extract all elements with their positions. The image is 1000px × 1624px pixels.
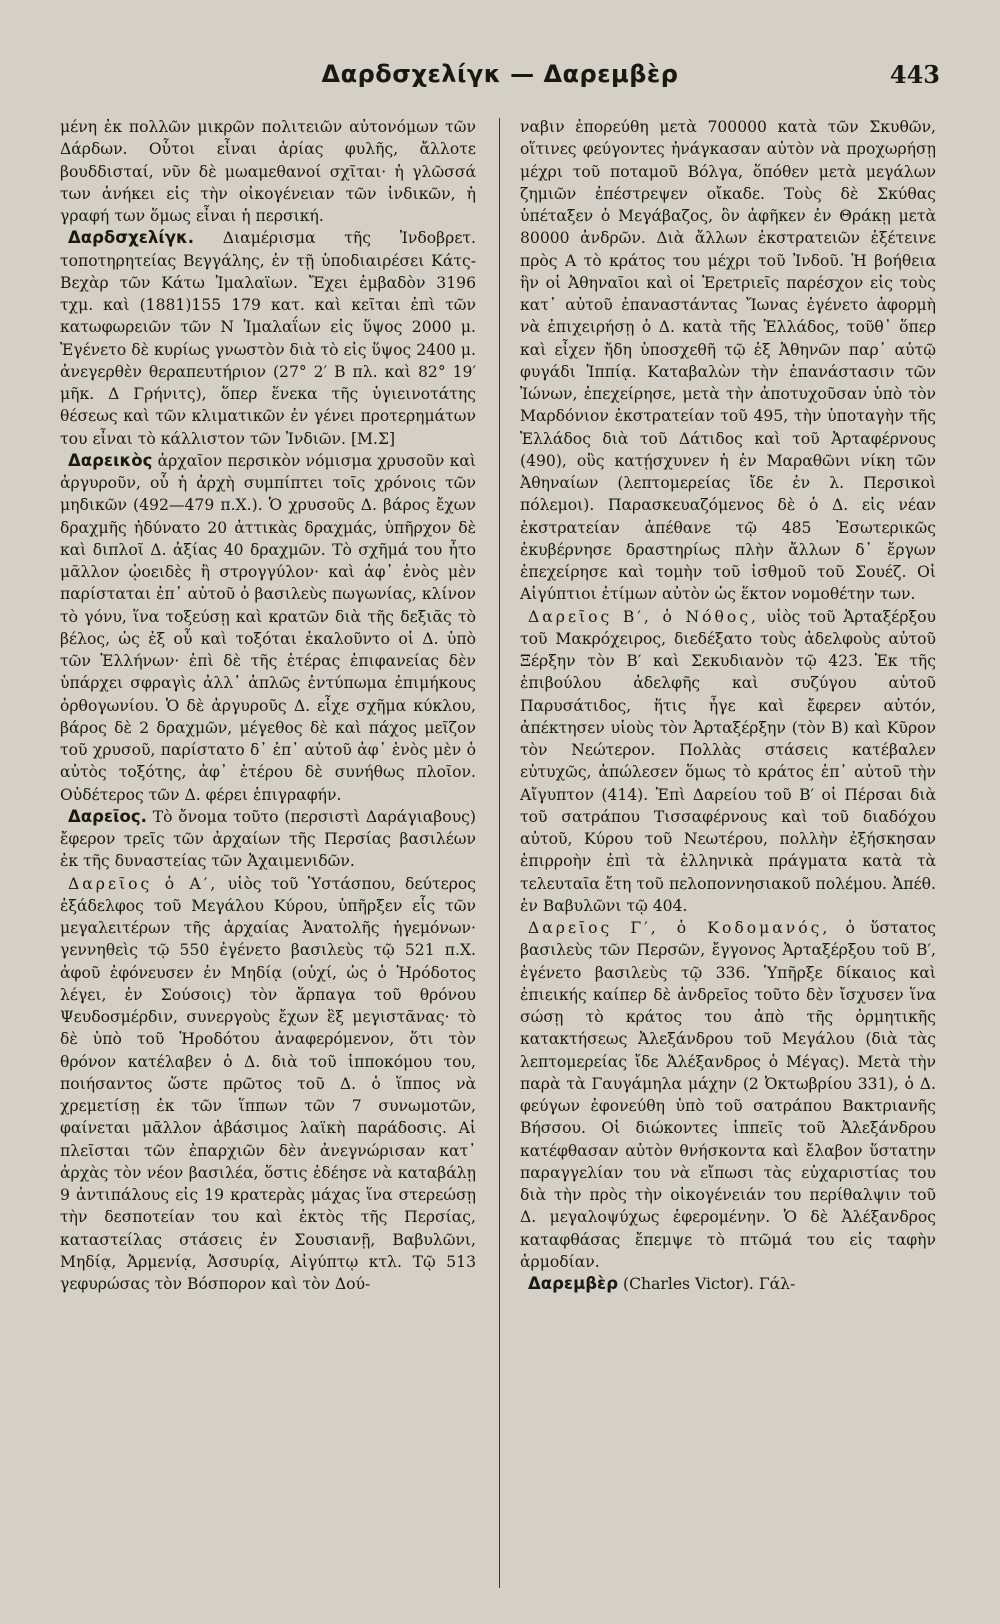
left-column [60,116,476,1596]
subentry-dareios-c [520,917,936,1273]
subentry-dareios-a-text: υἱὸς τοῦ Ὑστάσπου, δεύτερος ἐξάδελφος τοῦ Μεγάλου Κύρου, ὑπῆρξεν εἷς τῶν μεγαλειτέρων τῆς ἀρχαίας Ἀνατολῆς ἡγεμόνων· γεννηθεὶς τῷ 550 ἐγένετο βασιλεὺς τῷ 521 π.Χ. ἀφοῦ ἐφόνευσεν ἐν Μηδίᾳ (οὐχί, ὡς ὁ Ἡρόδοτος λέγει, ἐν Σούσοις) τὸν ἅρπαγα τοῦ θρόνου Ψευδοσμέρδιν, συνεργοὺς ἔχων ἓξ μεγιστᾶνας· τὸ δὲ ὑπὸ τοῦ Ἡροδότου ἀναφερόμενον, ὅτι τὸν θρόνον κατέλαβεν ὁ Δ. διὰ τοῦ ἱπποκόμου του, ποιήσαντος ὥστε πρῶτος τοῦ Δ. ὁ ἵππος νὰ χρεμετίσῃ ἐκ τῶν ἵππων τῶν 7 συνωμοτῶν, φαίνεται μᾶλλον ἀβάσιμος λαϊκὴ παράδοσις. Αἱ πλεῖσται τῶν ἐπαρχιῶν δὲν ἀνεγνώρισαν κατ᾽ ἀρχὰς τὸν νέον βασιλέα, ὅστις ἐδέησε νὰ καταβάλῃ 9 ἀντιπάλους εἰς 19 κρατερὰς μάχας ἵνα στερεώσῃ τὴν δεσποτείαν του καὶ ἐκτὸς τῆς Περσίας, καταστείλας στάσεις ἐν Σουσιανῇ, Βαβυλῶνι, Μηδίᾳ, Ἀρμενίᾳ, Ἀσσυρίᾳ, Αἰγύπτῳ κτλ. Τῷ 513 γεφυρώσας τὸν Βόσπορον καὶ τὸν Δού- [60,874,476,1293]
headword-dareikos: Δαρεικὸς [68,450,153,470]
subentry-dareios-a [60,873,476,1296]
paragraph-dareios-a-continuation: ναβιν ἐπορεύθη μετὰ 700000 κατὰ τῶν Σκυθῶν, οἵτινες φεύγοντες ἠνάγκασαν αὐτὸν νὰ προχωρήσῃ μέχρι τοῦ ποταμοῦ Βόλγα, ὅπόθεν μετὰ μεγάλων ζημιῶν ἐπέστρεψεν οἴκαδε. Τοὺς δὲ Σκύθας ὑπέταξεν ὁ Μεγάβαζος, ὃν ἀφῆκεν ἐν Θράκῃ μετὰ 80000 ἀνδρῶν. Διὰ ἄλλων ἐκστρατειῶν ἐξέτεινε πρὸς Α τὸ κράτος του μέχρι τοῦ Ἰνδοῦ. Ἡ βοήθεια ἣν οἱ Ἀθηναῖοι καὶ οἱ Ἐρετριεῖς παρέσχον εἰς τοὺς κατ᾽ αὐτοῦ ἐπαναστάντας Ἴωνας ἐγένετο ἀφορμὴ νὰ ἐπιχειρήσῃ ὁ Δ. κατὰ τῆς Ἑλλάδος, τοῦθ᾽ ὅπερ καὶ εἶχεν ἤδη ὑποσχεθῆ τῷ ἐξ Ἀθηνῶν παρ᾽ αὐτῷ φυγάδι Ἱππίᾳ. Καταβαλὼν τὴν ἐπανάστασιν τῶν Ἰώνων, ἐπεχείρησε, μετὰ τὴν ἀποτυχοῦσαν ὑπὸ τὸν Μαρδόνιον ἐκστρατείαν τοῦ 495, τὴν ὑποταγὴν τῆς Ἑλλάδος διὰ τοῦ Δάτιδος καὶ τοῦ Ἀρταφέρνους (490), οὓς κατῄσχυνεν ἡ ἐν Μαραθῶνι νίκη τῶν Ἀθηναίων (λεπτομερείας ἴδε ἐν λ. Περσικοὶ πόλεμοι). Παρασκευαζόμενος δὲ ὁ Δ. εἰς νέαν ἐκστρατείαν ἀπέθανε τῷ 485 Ἐσωτερικῶς ἐκυβέρνησε δραστηρίως πλὴν ἄλλων δ᾽ ἔργων ἐπεχείρησε καὶ τομὴν τοῦ ἰσθμοῦ τοῦ Σουέζ. Οἱ Αἰγύπτιοι ἐτίμων αὐτὸν ὡς ἕκτον νομοθέτην των. [520,118,936,604]
entry-dareios [60,806,476,873]
subentry-dareios-b [520,606,936,918]
subentry-dareios-a-name: Δαρεῖος ὁ Α′, [68,874,219,893]
column-divider [499,118,500,1588]
entry-darjeeling-text: Διαμέρισμα τῆς Ἰνδοβρετ. τοποτηρητείας Βεγγάλης, ἐν τῇ ὑποδιαιρέσει Κάτς-Βεχὰρ τῶν Κάτω Ἱμαλαϊων. Ἔχει ἐμβαδὸν 3196 τχμ. καὶ (1881)155 179 κατ. καὶ κεῖται ἐπὶ τῶν κατωφωρειῶν τῶν Ν Ἱμαλαΐων εἰς ὕψος 2000 μ. Ἐγένετο δὲ κυρίως γνωστὸν διὰ τὸ εἰς ὕψος 2400 μ. ἀνεγερθὲν θεραπευτήριον (27° 2′ Β πλ. καὶ 82° 19′ μῆκ. Δ Γρήνιτς), ὅπερ ἕνεκα τῆς ὑγιεινοτάτης θέσεως καὶ τῶν κλιματικῶν ἐν γένει προτερημάτων του εἶναι τὸ κάλλιστον τῶν Ἰνδιῶν. [Μ.Σ] [60,229,476,448]
headword-darjeeling: Δαρδσχελίγκ. [68,228,195,248]
headword-dareios: Δαρεῖος. [68,806,147,826]
entry-dareios-text: Τὸ ὄνομα τοῦτο (περσιστὶ Δαράγιαβους) ἔφερον τρεῖς τῶν ἀρχαίων τῆς Περσίας βασιλέων ἐκ τῆς δυναστείας τῶν Ἀχαιμενιδῶν. [60,807,476,871]
page-number: 443 [889,60,940,89]
headword-daremberg: Δαρεμβὲρ [528,1274,619,1293]
page-header [0,60,1000,100]
subentry-dareios-c-text: ὁ ὕστατος βασιλεὺς τῶν Περσῶν, ἔγγονος Ἀρταξέρξου τοῦ Β′, ἐγένετο βασιλεὺς τῷ 336. Ὑπῆρξε δίκαιος καὶ ἐπιεικής καίπερ δὲ ἀνδρεῖος τοῦτο δὲν ἴσχυσεν ἵνα σώσῃ τὸ κράτος του ἀπὸ τῆς ὁρμητικῆς κατακτήσεως Ἀλεξάνδρου τοῦ Μεγάλου (διὰ τὰς λεπτομερείας ἴδε Ἀλέξανδρος ὁ Μέγας). Μετὰ τὴν παρὰ τὰ Γαυγάμηλα μάχην (2 Ὀκτωβρίου 331), ὁ Δ. φεύγων ἐφονεύθη ὑπὸ τοῦ σατράπου Βακτριανῆς Βήσσου. Οἱ διώκοντες ἱππεῖς τοῦ Ἀλεξάνδρου κατέφθασαν αὐτὸν θνήσκοντα καὶ ἔλαβον ὕστατην παραγγελίαν του νὰ εἴπωσι τὰς εὐχαριστίας του διὰ τὴν πρὸς τὴν οἰκογένειάν του περίθαλψιν τοῦ Δ. μεγαλοψύχως ἐφερομένην. Ὁ δὲ Ἀλέξανδρος καταφθάσας ἔπεμψε τὸ πτῶμά του εἰς ταφὴν ἁρμοδίαν. [520,919,936,1271]
right-column [520,116,936,1596]
entry-dareikos-text: ἀρχαῖον περσικὸν νόμισμα χρυσοῦν καὶ ἀργυροῦν, οὗ ἡ ἀρχὴ συμπίπτει τοῖς χρόνοις τῶν μηδικῶν (492—479 π.Χ.). Ὁ χρυσοῦς Δ. βάρος ἔχων δραχμῆς ἠδύνατο 20 ἀττικὰς δραχμάς, ὑπῆρχον δὲ καὶ διπλοῖ Δ. ἀξίας 40 δραχμῶν. Τὸ σχῆμά του ἦτο μᾶλλον ᾠοειδὲς ἢ στρογγύλον· καὶ ἀφ᾽ ἑνὸς μὲν παρίσταται ἐπ᾽ αὐτοῦ ὁ βασιλεὺς πωγωνίας, κλίνον τὸ γόνυ, ἵνα τοξεύσῃ καὶ κρατῶν διὰ τῆς δεξιᾶς τὸ βέλος, ὡς ἐξ οὗ καὶ τοξόται ἐκαλοῦντο οἱ Δ. ὑπὸ τῶν Ἑλλήνων· ἐπὶ δὲ τῆς ἑτέρας ἐπιφανείας δὲν ὑπάρχει σφραγὶς ἀλλ᾽ ἁπλῶς ἐντύπωμα ἐπιμήκους ὀρθογωνίου. Ὁ δὲ ἀργυροῦς Δ. εἶχε σχῆμα κύκλου, βάρος δὲ 2 δραχμῶν, μέγεθος δὲ καὶ πάχος μεῖζον τοῦ χρυσοῦ, παρίστατο δ᾽ ἐπ᾽ αὐτοῦ ἀφ᾽ ἑνὸς μὲν ὁ αὐτὸς τοξότης, ἀφ᾽ ἑτέρου δὲ συνήθως πλοῖον. Οὐδέτερος τῶν Δ. φέρει ἐπιγραφήν. [60,451,476,804]
entry-daremberg-text: (Charles Victor). Γάλ- [618,1275,796,1293]
running-title: Δαρδσχελίγκ — Δαρεμβὲρ [321,60,679,88]
paragraph-dardic-continuation: μένη ἐκ πολλῶν μικρῶν πολιτειῶν αὐτονόμων τῶν Δάρδων. Οὗτοι εἶναι ἀρίας φυλῆς, ἄλλοτε βουδδισταί, νῦν δὲ μωαμεθανοί σχῖται· ἡ γλῶσσά των ἀνήκει εἰς τὴν οἰκογένειαν τῶν ἰνδικῶν, ἡ γραφή των ὅμως εἶναι ἡ περσική. [60,118,476,225]
subentry-dareios-b-text: υἱὸς τοῦ Ἀρταξέρξου τοῦ Μακρόχειρος, διεδέξατο τοὺς ἀδελφοὺς αὐτοῦ Ξέρξην τὸν Β′ καὶ Σεκυδιανὸν τῷ 423. Ἐκ τῆς ἐπιβούλου ἀδελφῆς καὶ συζύγου αὐτοῦ Παρυσάτιδος, ἥτις ἦγε καὶ ἔφερεν αὐτόν, ἀπέκτησεν υἱοὺς τὸν Ἀρταξέρξην (τὸν Β) καὶ Κῦρον τὸν Νεώτερον. Πολλὰς στάσεις κατέβαλεν εὐτυχῶς, ἀπώλεσεν ὅμως τὸ κράτος ἐπ᾽ αὐτοῦ τὴν Αἴγυπτον (414). Ἐπὶ Δαρείου τοῦ Β′ οἱ Πέρσαι διὰ τοῦ σατράπου Τισσαφέρνους καὶ τοῦ διαδόχου αὐτοῦ, Κύρου τοῦ Νεωτέρου, πολλὴν ἐξήσκησαν ἐπιρροὴν ἐπὶ τὰ ἑλληνικὰ πράγματα κατὰ τὰ τελευταῖα ἔτη τοῦ πελοποννησιακοῦ πολέμου. Ἀπέθ. ἐν Βαβυλῶνι τῷ 404. [520,607,936,915]
entry-dareikos [60,450,476,806]
entry-darjeeling [60,227,476,450]
subentry-dareios-b-name: Δαρεῖος Β′, ὁ Νόθος, [528,607,760,626]
subentry-dareios-c-name: Δαρεῖος Γ′, ὁ Κοδομανός, [528,919,831,937]
entry-daremberg [520,1273,936,1295]
